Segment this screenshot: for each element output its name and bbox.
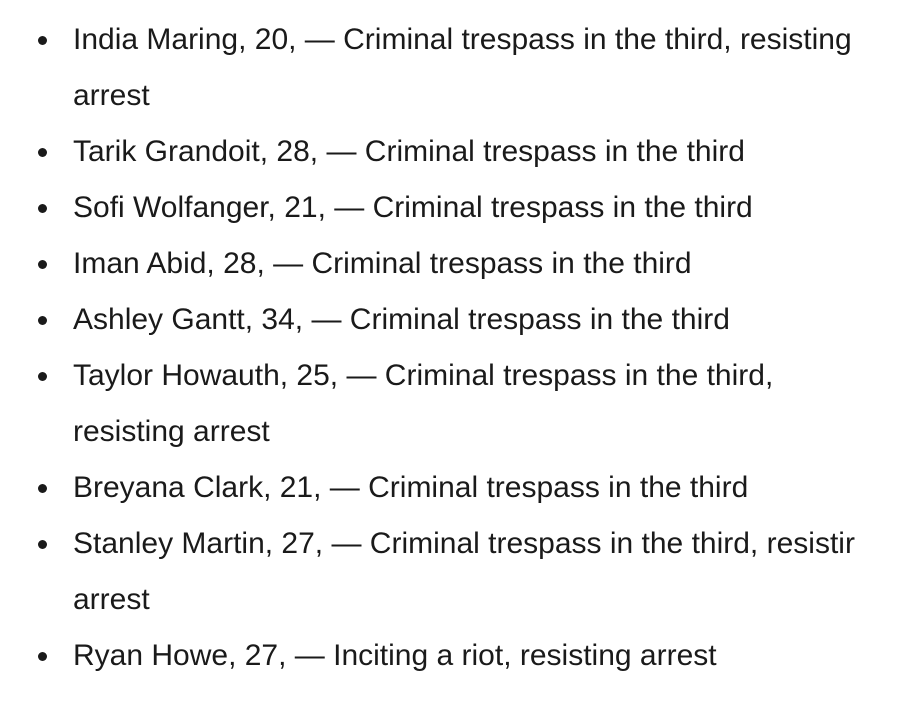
- bullet-icon: [38, 148, 47, 157]
- list-item-line-1: Stanley Martin, 27, — Criminal trespass in the third, resistir: [73, 527, 855, 560]
- bullet-icon: [38, 36, 47, 45]
- bullet-icon: [38, 540, 47, 549]
- list-item-line-2: arrest: [73, 583, 150, 616]
- list-item: [0, 628, 906, 684]
- list-item: [0, 12, 906, 124]
- list-item: [0, 292, 906, 348]
- list-item-line-1: Tarik Grandoit, 28, — Criminal trespass in the third: [73, 135, 745, 168]
- list-item-line-1: Sofi Wolfanger, 21, — Criminal trespass in the third: [73, 191, 753, 224]
- list-item: [0, 516, 906, 628]
- arrest-list: [0, 12, 906, 684]
- list-item: [0, 348, 906, 460]
- list-item-line-1: India Maring, 20, — Criminal trespass in the third, resisting: [73, 23, 852, 56]
- bullet-icon: [38, 316, 47, 325]
- list-item-line-2: arrest: [73, 79, 150, 112]
- list-item: [0, 236, 906, 292]
- list-item-line-1: Iman Abid, 28, — Criminal trespass in the third: [73, 247, 692, 280]
- bullet-icon: [38, 372, 47, 381]
- list-item: [0, 460, 906, 516]
- bullet-icon: [38, 260, 47, 269]
- bullet-icon: [38, 484, 47, 493]
- list-item-line-1: Taylor Howauth, 25, — Criminal trespass in the third,: [73, 359, 774, 392]
- list-item: [0, 180, 906, 236]
- list-item-line-2: resisting arrest: [73, 415, 270, 448]
- list-item: [0, 124, 906, 180]
- list-item-line-1: Ryan Howe, 27, — Inciting a riot, resisting arrest: [73, 639, 717, 672]
- bullet-icon: [38, 652, 47, 661]
- list-item-line-1: Breyana Clark, 21, — Criminal trespass in the third: [73, 471, 749, 504]
- list-item-line-1: Ashley Gantt, 34, — Criminal trespass in the third: [73, 303, 730, 336]
- bullet-icon: [38, 204, 47, 213]
